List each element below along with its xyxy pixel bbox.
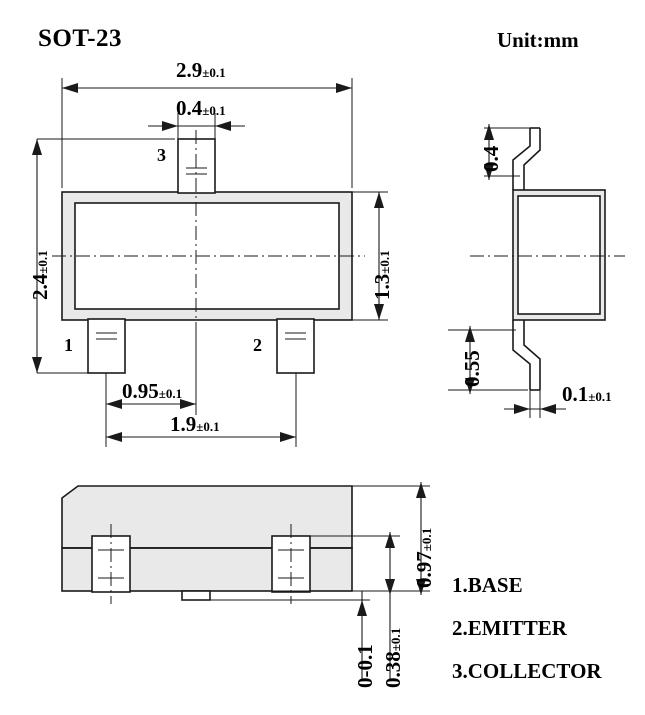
dim-label-front-body-width (414, 528, 435, 588)
dim-value-front-body-width: 0.97 (412, 551, 436, 588)
pin-label-3: 3 (157, 145, 166, 165)
dim-side-lead-thickness (504, 390, 566, 418)
dim-tol-body-height: ±0.1 (377, 250, 392, 274)
top-view-geometry (52, 130, 365, 373)
dim-value-lead-width: 0.4 (176, 96, 203, 120)
legend-item-base: 1.BASE (452, 573, 523, 597)
legend-item-collector: 3.COLLECTOR (452, 659, 602, 683)
dim-tol-pitch-half: ±0.1 (158, 386, 183, 401)
dim-label-body-height (372, 250, 393, 300)
legend-item-emitter: 2.EMITTER (452, 616, 567, 640)
dim-label-lead-width (176, 98, 226, 119)
front-view-geometry (62, 486, 352, 604)
dim-tol-front-lead-len: ±0.1 (388, 627, 403, 652)
pin-label-2: 2 (253, 335, 262, 355)
page-title: SOT-23 (38, 25, 123, 52)
dim-label-pitch-full (170, 414, 220, 435)
dim-value-side-lead-thickness: 0.1 (562, 382, 589, 406)
dim-label-front-lead-len (383, 628, 404, 688)
dim-label-side-standoff: 0.55 (460, 350, 484, 387)
dim-label-side-lead-thickness (562, 384, 612, 405)
dim-value-top-width: 2.9 (176, 58, 203, 82)
dim-label-top-width (176, 60, 226, 81)
dim-label-overall-height (30, 250, 51, 300)
dim-value-overall-height: 2.4 (28, 273, 52, 300)
dim-tol-pitch-full: ±0.1 (196, 419, 220, 434)
dim-value-body-height: 1.3 (370, 273, 394, 300)
dim-value-pitch-full: 1.9 (170, 412, 197, 436)
dim-tol-overall-height: ±0.1 (35, 250, 50, 274)
dim-tol-side-lead-thickness: ±0.1 (588, 389, 612, 404)
dim-front-seating (210, 591, 370, 680)
dim-value-pitch-half: 0.95 (122, 379, 159, 403)
dim-value-front-lead-len: 0.38 (381, 651, 405, 688)
dim-tol-lead-width: ±0.1 (202, 103, 226, 118)
dim-tol-front-body-width: ±0.1 (419, 527, 434, 552)
dim-label-front-seating: 0-0.1 (353, 644, 377, 688)
dim-label-side-lead-top: 0.4 (479, 145, 503, 172)
dim-tol-top-width: ±0.1 (202, 65, 226, 80)
unit-note: Unit:mm (497, 28, 579, 52)
dim-label-pitch-half (122, 381, 182, 402)
pin-label-1: 1 (64, 335, 73, 355)
